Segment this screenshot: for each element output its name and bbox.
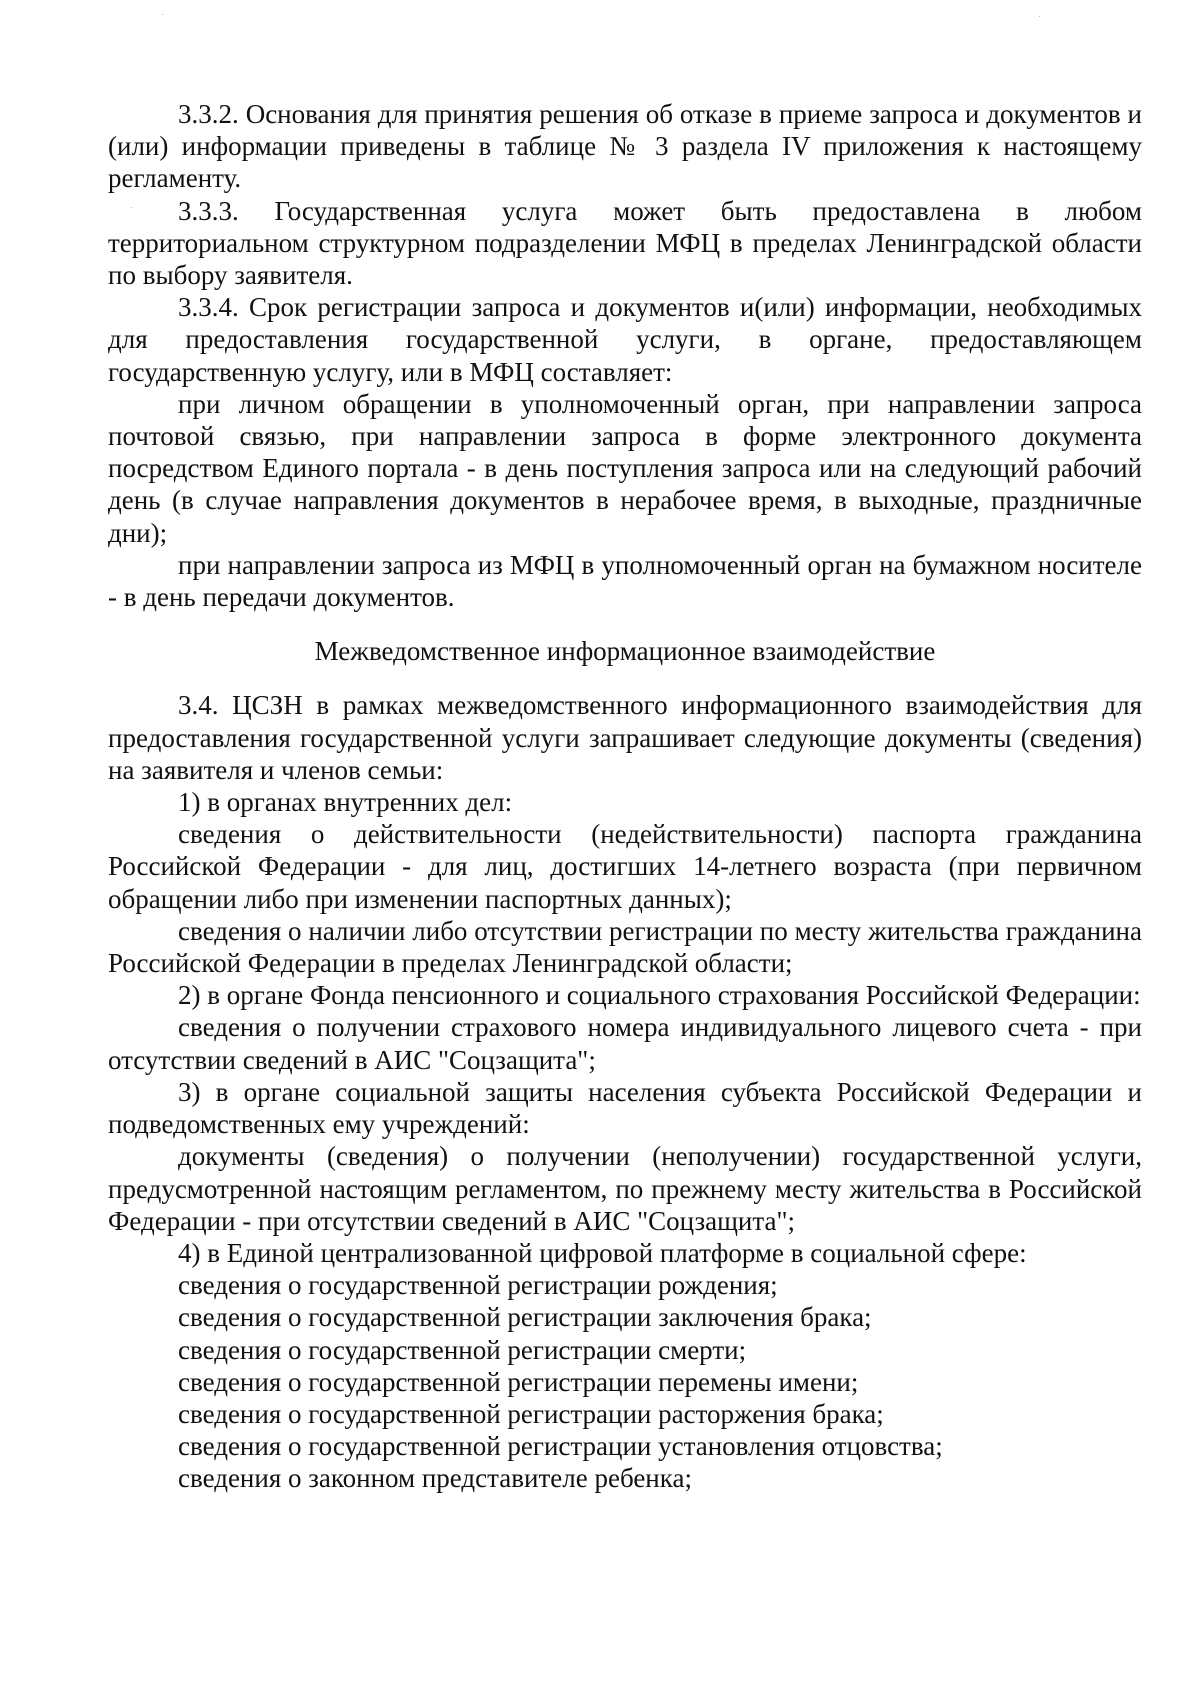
paragraph-snils: сведения о получении страхового номера индивидуального лицевого счета - при отсутствии сведений в АИС "Соцзащита";: [108, 1012, 1142, 1075]
paragraph-passport-validity: сведения о действительности (недействительности) паспорта гражданина Российской Федерации - для лиц, достигших 14-летнего возраста (при первичном обращении либо при изменении паспортных данных);: [108, 819, 1142, 914]
list-item: сведения о государственной регистрации заключения брака;: [178, 1302, 872, 1333]
list-item: сведения о государственной регистрации смерти;: [178, 1334, 747, 1365]
paragraph-previous-residence: документы (сведения) о получении (неполучении) государственной услуги, предусмотренной настоящим регламентом, по прежнему месту жительства в Российской Федерации - при отсутствии сведений в АИС "Соцзащита";: [108, 1141, 1142, 1236]
paragraph-mfc-paper: при направлении запроса из МФЦ в уполномоченный орган на бумажном носителе - в день передачи документов.: [108, 549, 1142, 613]
paragraph-3-4: 3.4. ЦСЗН в рамках межведомственного информационного взаимодействия для предоставления государственной услуги запрашивает следующие документы (сведения) на заявителя и членов семьи:: [108, 690, 1142, 785]
scan-speck: [162, 14, 163, 15]
section-heading: Межведомственное информационное взаимодействие: [314, 636, 936, 667]
list-item: сведения о государственной регистрации установления отцовства;: [178, 1431, 943, 1462]
scan-speck: [1039, 16, 1040, 17]
paragraph-registration: сведения о наличии либо отсутствии регистрации по месту жительства гражданина Российской Федерации в пределах Ленинградской области;: [108, 915, 1142, 979]
item-1-internal-affairs: 1) в органах внутренних дел:: [178, 787, 513, 818]
list-item: сведения о законном представителе ребенка;: [178, 1463, 692, 1494]
paragraph-personal-appeal: при личном обращении в уполномоченный орган, при направлении запроса почтовой связью, при направлении запроса в форме электронного документа посредством Единого портала - в день поступления запроса или на следующий рабочий день (в случае направления документов в нерабочее время, в выходные, праздничные дни);: [108, 388, 1142, 548]
paragraph-3-3-2: 3.3.2. Основания для принятия решения об отказе в приеме запроса и документов и (или) информации приведены в таблице № 3 раздела IV приложения к настоящему регламенту.: [108, 99, 1142, 194]
document-page: [108, 98, 1142, 1495]
item-3-social-protection: 3) в органе социальной защиты населения субъекта Российской Федерации и подведомственных ему учреждений:: [108, 1076, 1142, 1140]
paragraph-3-3-3: 3.3.3. Государственная услуга может быть предоставлена в любом территориальном структурном подразделении МФЦ в пределах Ленинградской области по выбору заявителя.: [108, 195, 1142, 291]
scan-speck: [131, 207, 132, 208]
item-4-digital-platform: 4) в Единой централизованной цифровой платформе в социальной сфере:: [178, 1237, 1027, 1268]
list-item: сведения о государственной регистрации перемены имени;: [178, 1366, 859, 1397]
list-item: сведения о государственной регистрации расторжения брака;: [178, 1398, 884, 1429]
item-2-pension-fund: 2) в органе Фонда пенсионного и социального страхования Российской Федерации:: [178, 980, 1141, 1011]
paragraph-3-3-4: 3.3.4. Срок регистрации запроса и документов и(или) информации, необходимых для предоставления государственной услуги, в органе, предоставляющем государственную услугу, или в МФЦ составляет:: [108, 292, 1142, 387]
list-item: сведения о государственной регистрации рождения;: [178, 1270, 778, 1301]
